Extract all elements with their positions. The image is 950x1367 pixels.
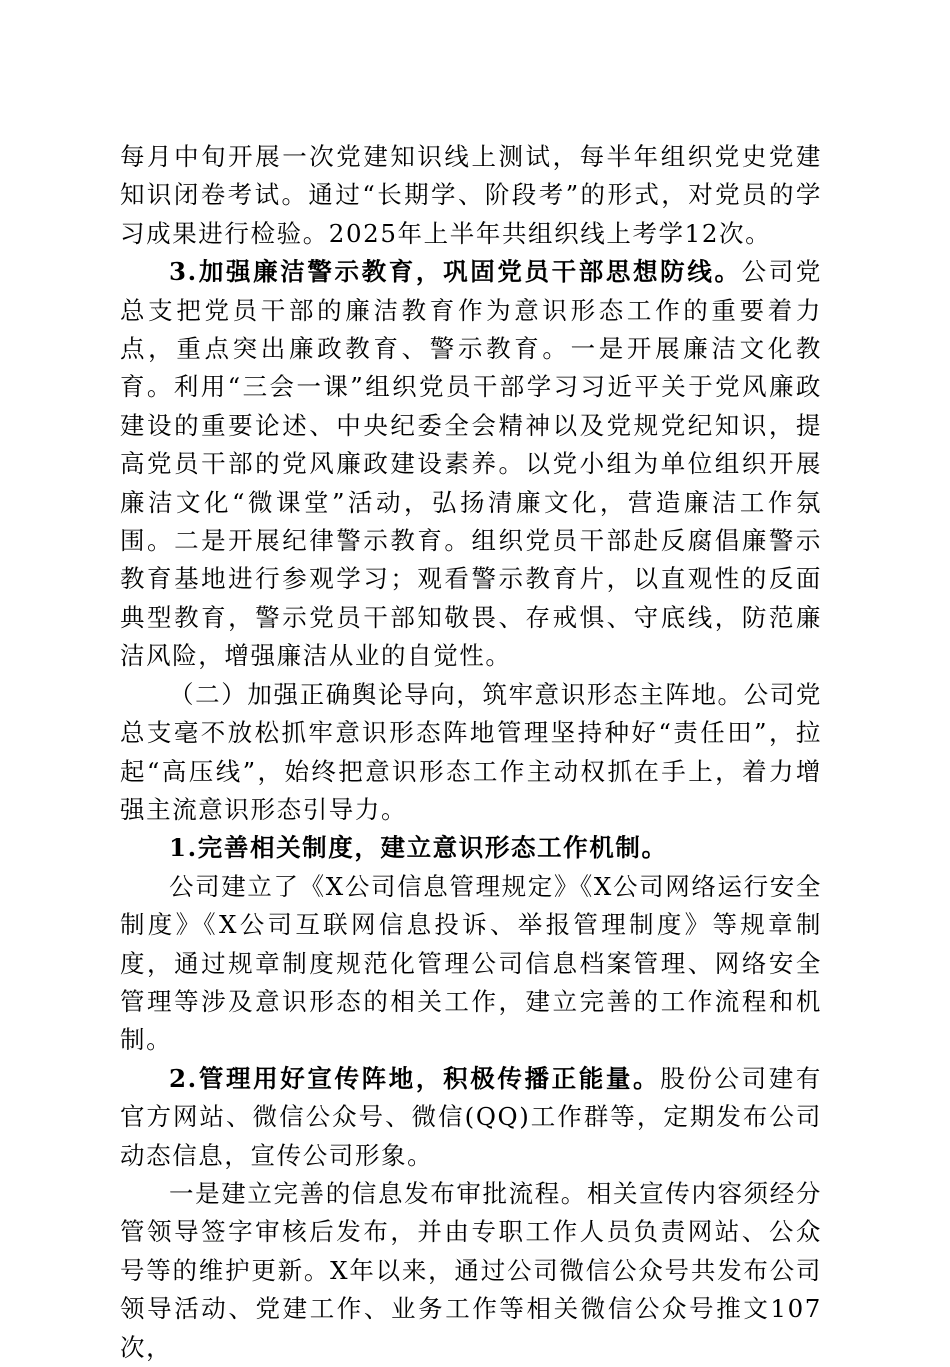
paragraph-text: 股份公司建有官方网站、微信公众号、微信(QQ)工作群等，定期发布公司动态信息，宣传公司形象。 bbox=[120, 1063, 822, 1170]
paragraph-system-heading bbox=[120, 829, 822, 867]
paragraph-approval-process bbox=[120, 1175, 822, 1367]
paragraph-heading: （二）加强正确舆论导向，筑牢意识形态主阵地。 bbox=[169, 679, 744, 709]
paragraph-text: 每月中旬开展一次党建知识线上测试，每半年组织党史党建知识闭卷考试。通过“长期学、阶段考”的形式，对党员的学习成果进行检验。2025年上半年共组织线上考学12次。 bbox=[120, 142, 822, 248]
paragraph-text: 公司党总支把党员干部的廉洁教育作为意识形态工作的重要着力点，重点突出廉政教育、警示教育。一是开展廉洁文化教育。利用“三会一课”组织党员干部学习习近平关于党风廉政建设的重要论述、中央纪委全会精神以及党规党纪知识，提高党员干部的党风廉政建设素养。以党小组为单位组织开展廉洁文化“微课堂”活动，弘扬清廉文化，营造廉洁工作氛围。二是开展纪律警示教育。组织党员干部赴反腐倡廉警示教育基地进行参观学习；观看警示教育片，以直观性的反面典型教育，警示党员干部知敬畏、存戒惧、守底线，防范廉洁风险，增强廉洁从业的自觉性。 bbox=[120, 257, 822, 671]
paragraph-heading: 3.加强廉洁警示教育，巩固党员干部思想防线。 bbox=[169, 257, 742, 287]
paragraph-text: 公司党总支毫不放松抓牢意识形态阵地管理坚持种好“责任田”，拉起“高压线”，始终把意识形态工作主动权抓在手上，着力增强主流意识形态引导力。 bbox=[120, 679, 822, 824]
paragraph-system-body bbox=[120, 868, 822, 1060]
paragraph-text: 一是建立完善的信息发布审批流程。相关宣传内容须经分管领导签字审核后发布，并由专职工作人员负责网站、公众号等的维护更新。X年以来，通过公司微信公众号共发布公司领导活动、党建工作、业务工作等相关微信公众号推文107次， bbox=[120, 1178, 822, 1362]
paragraph-publicity bbox=[120, 1060, 822, 1175]
paragraph-integrity-education bbox=[120, 253, 822, 675]
paragraph-heading: 2.管理用好宣传阵地，积极传播正能量。 bbox=[169, 1063, 661, 1093]
paragraph-public-opinion bbox=[120, 676, 822, 830]
paragraph-continuation bbox=[120, 138, 822, 253]
document-page bbox=[120, 138, 822, 1367]
paragraph-heading: 1.完善相关制度，建立意识形态工作机制。 bbox=[169, 833, 668, 863]
paragraph-text: 公司建立了《X公司信息管理规定》《X公司网络运行安全制度》《X公司互联网信息投诉、举报管理制度》等规章制度，通过规章制度规范化管理公司信息档案管理、网络安全管理等涉及意识形态的相关工作，建立完善的工作流程和机制。 bbox=[120, 871, 822, 1055]
